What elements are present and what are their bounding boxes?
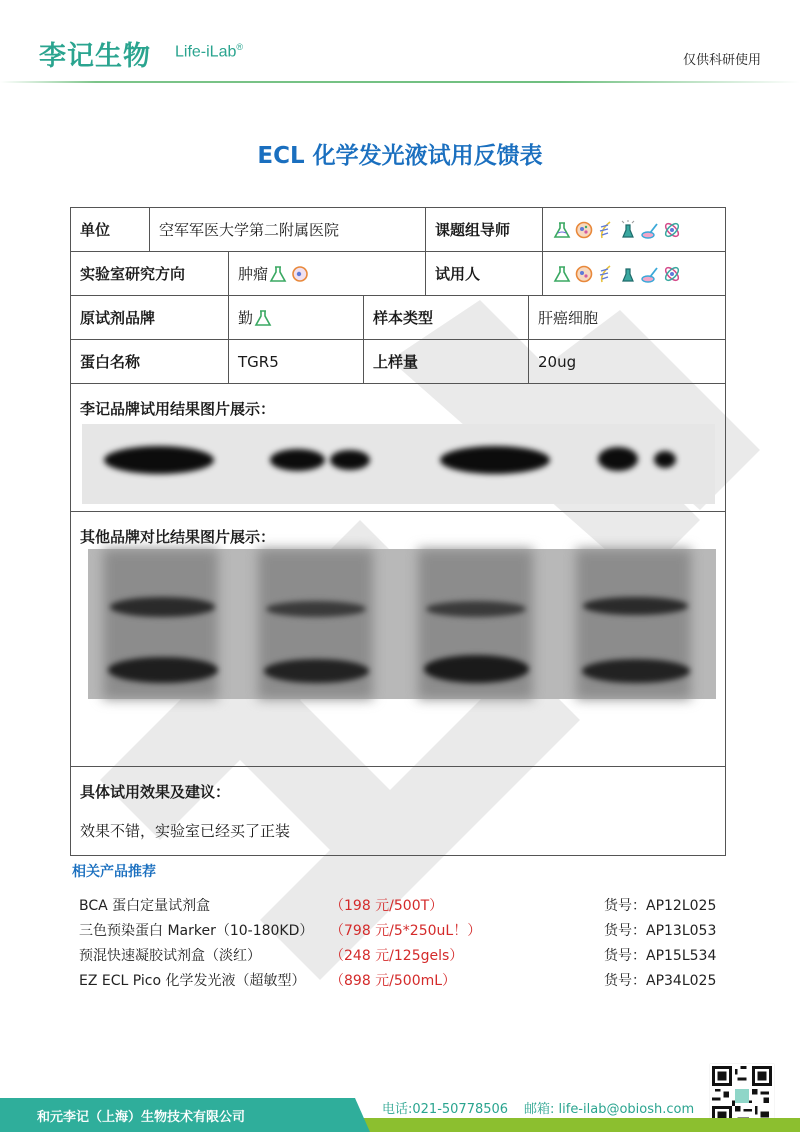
cell-icon — [574, 264, 594, 284]
advisor-value — [543, 208, 725, 251]
blot-band — [104, 446, 214, 474]
company-name: 和元李记（上海）生物技术有限公司 — [37, 1110, 246, 1125]
research-direction-value: 肿瘤 — [229, 252, 426, 295]
other-result-title: 其他品牌对比结果图片展示： — [80, 528, 276, 546]
tester-icon-set — [552, 264, 682, 284]
lab-result-title: 李记品牌试用结果图片展示： — [80, 400, 276, 418]
tester-value — [543, 252, 725, 295]
flask-icon — [268, 264, 288, 284]
pipette-icon — [640, 264, 660, 284]
atom-icon — [662, 264, 682, 284]
table-row — [71, 296, 725, 340]
blot-band — [440, 446, 550, 474]
header-divider — [0, 81, 800, 83]
lab-result-section — [71, 384, 725, 512]
blot-band — [330, 450, 370, 470]
protein-name-label: 蛋白名称 — [71, 340, 229, 383]
product-item: EZ ECL Pico 化学发光液（超敏型） （898 元/500mL） 货号：AP34L025 — [79, 973, 717, 989]
other-western-blot-image — [88, 549, 716, 699]
research-direction-icons — [268, 264, 310, 284]
sample-type-label: 样本类型 — [364, 296, 529, 339]
brand-logo-cn: 李记生物 — [39, 41, 151, 72]
comment-title: 具体试用效果及建议： — [80, 783, 231, 801]
cell-icon — [290, 264, 310, 284]
phone: 电话:021-50778506 — [382, 1102, 509, 1117]
unit-value: 空军军医大学第二附属医院 — [150, 208, 426, 251]
page-footer — [0, 1094, 800, 1132]
table-row — [71, 340, 725, 384]
flask-icon — [552, 264, 572, 284]
cell-icon — [574, 220, 594, 240]
footer-green-bar — [362, 1118, 800, 1132]
original-brand-value: 勤 — [229, 296, 364, 339]
brand-logo-en: Life-iLab® — [175, 42, 244, 61]
beaker-icon — [618, 264, 638, 284]
flask-icon — [253, 308, 273, 328]
original-brand-label: 原试剂品牌 — [71, 296, 229, 339]
page-title: ECL 化学发光液试用反馈表 — [257, 143, 543, 169]
product-item: BCA 蛋白定量试剂盒 （198 元/500T） 货号：AP12L025 — [79, 898, 717, 914]
dna-icon — [596, 264, 616, 284]
dna-icon — [596, 220, 616, 240]
research-use-note: 仅供科研使用 — [683, 53, 762, 68]
unit-label: 单位 — [71, 208, 150, 251]
email: 邮箱: life-ilab@obiosh.com — [524, 1102, 695, 1117]
blot-band — [270, 449, 325, 471]
loading-amount-value: 20ug — [538, 352, 577, 371]
pipette-icon — [640, 220, 660, 240]
atom-icon — [662, 220, 682, 240]
loading-amount-label: 上样量 — [364, 340, 529, 383]
table-row — [71, 208, 725, 252]
other-result-section — [71, 512, 725, 767]
blot-band — [598, 447, 638, 471]
recommend-title: 相关产品推荐 — [72, 864, 156, 880]
research-direction-label: 实验室研究方向 — [71, 252, 229, 295]
page-header — [0, 0, 800, 84]
lab-western-blot-image — [82, 424, 715, 504]
product-item: 三色预染蛋白 Marker（10-180KD） （798 元/5*250uL！） 货号：AP13L053 — [79, 923, 717, 939]
protein-name-value: TGR5 — [229, 340, 364, 383]
table-row — [71, 252, 725, 296]
product-item: 预混快速凝胶试剂盒（淡红） （248 元/125gels） 货号：AP15L534 — [79, 948, 717, 964]
flask-icon — [552, 220, 572, 240]
blot-band — [654, 451, 676, 468]
comment-body: 效果不错，实验室已经买了正装 — [80, 822, 291, 840]
beaker-icon — [618, 220, 638, 240]
tester-label: 试用人 — [426, 252, 543, 295]
sample-type-value: 肝癌细胞 — [538, 309, 599, 327]
feedback-form-table — [70, 207, 726, 856]
comment-section — [71, 767, 725, 855]
advisor-icon-set — [552, 220, 682, 240]
advisor-label: 课题组导师 — [426, 208, 543, 251]
